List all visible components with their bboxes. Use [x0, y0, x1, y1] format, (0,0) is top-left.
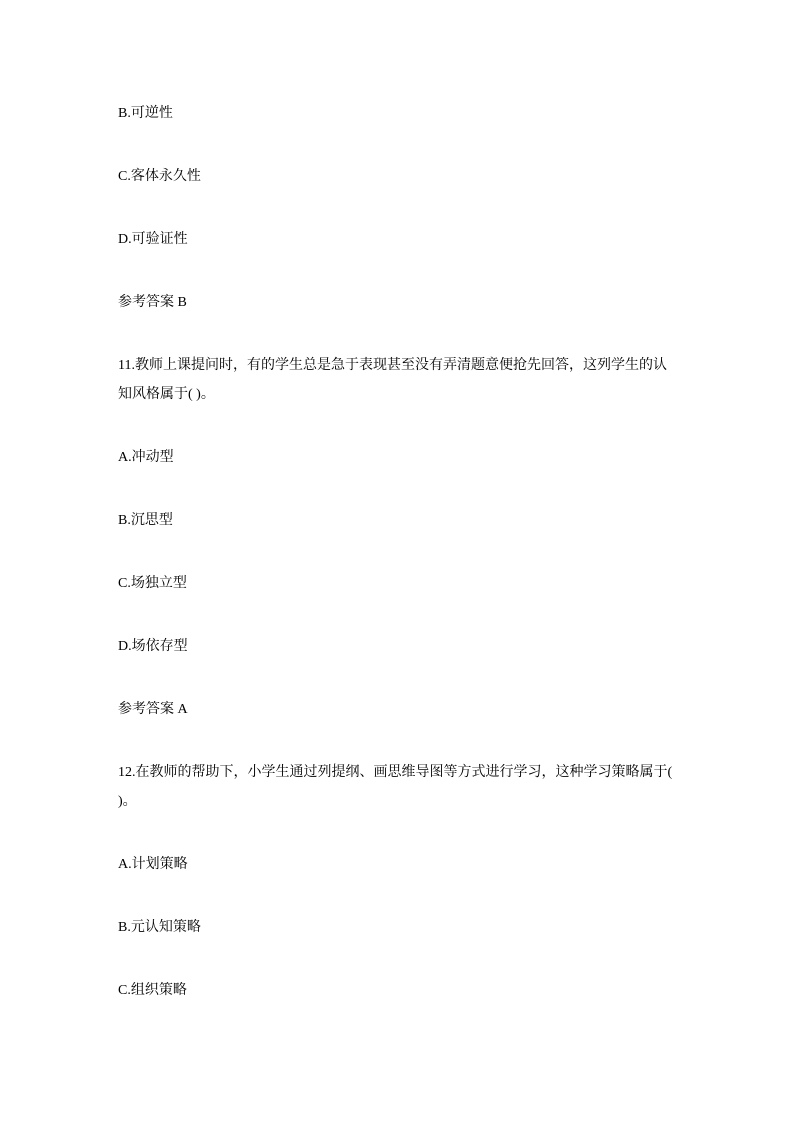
option-line: C.组织策略 — [118, 983, 187, 998]
answer-line: 参考答案 A — [118, 702, 188, 717]
question-12: 12.在教师的帮助下，小学生通过列提纲、画思维导图等方式进行学习，这种学习策略属于( )。 — [118, 765, 673, 809]
option-line: B.沉思型 — [118, 513, 173, 528]
option-line: B.元认知策略 — [118, 920, 201, 935]
option-line: D.场依存型 — [118, 639, 188, 654]
option-line: D.可验证性 — [118, 232, 188, 247]
option-line: C.客体永久性 — [118, 169, 201, 184]
option-line: C.场独立型 — [118, 576, 187, 591]
answer-line: 参考答案 B — [118, 295, 187, 310]
option-line: A.计划策略 — [118, 857, 188, 872]
question-11: 11.教师上课提问时，有的学生总是急于表现甚至没有弄清题意便抢先回答，这列学生的认知风格属于( )。 — [118, 358, 667, 402]
option-line: B.可逆性 — [118, 106, 173, 121]
document-content — [118, 99, 676, 1039]
option-line: A.冲动型 — [118, 450, 174, 465]
